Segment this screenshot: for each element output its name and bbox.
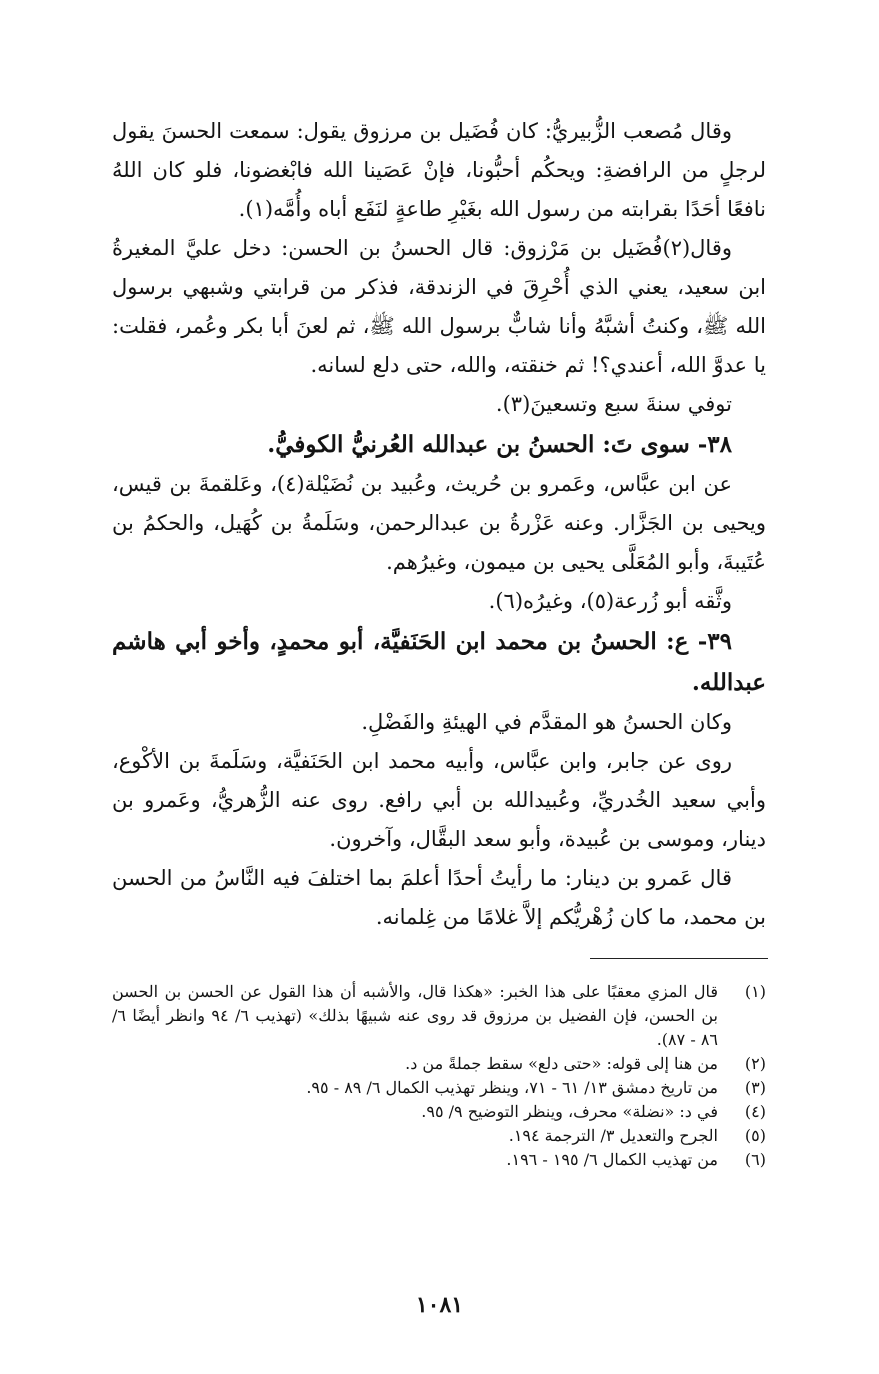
footnote-5 (112, 1124, 766, 1148)
entry-38-narrators: عن ابن عبَّاس، وعَمرو بن حُريث، وعُبيد بن نُضَيْلة(٤)، وعَلقمةَ بن قيس، ويحيى بن الجَزَّار. وعنه عَزْرةُ بن عبدالرحمن، وسَلَمةُ بن كُهَيل، والحكمُ بن عُتَيبةَ، وأبو المُعَلَّى يحيى بن ميمون، وغيرُهم. (112, 472, 766, 574)
footnote-text: الجرح والتعديل ٣/ الترجمة ١٩٤. (508, 1126, 718, 1145)
entry-39-narrators: روى عن جابر، وابن عبَّاس، وأبيه محمد ابن الحَنَفيَّة، وسَلَمةَ بن الأكْوع، وأبي سعيد الخُدريِّ، وعُبيدالله بن أبي رافع. روى عنه الزُّهريُّ، وعَمرو بن دينار، وموسى بن عُبيدة، وأبو سعد البقَّال، وآخرون. (112, 749, 766, 851)
entry-39-intro: وكان الحسنُ هو المقدَّم في الهيئةِ والفَضْلِ. (361, 710, 732, 734)
footnote-2 (112, 1052, 766, 1076)
footnote-number: (١) (744, 982, 766, 1001)
footnote-number: (٥) (744, 1126, 766, 1145)
entry-39-quote: قال عَمرو بن دينار: ما رأيتُ أحدًا أعلمَ بما اختلفَ فيه النَّاسُ من الحسن بن محمد، ما كان زُهْريُّكم إلاَّ غلامًا من غِلمانه. (112, 866, 766, 929)
footnote-4 (112, 1100, 766, 1124)
paragraph-death-year: توفي سنةَ سبع وتسعينَ(٣). (495, 392, 732, 416)
body-text (112, 112, 766, 937)
footnote-text: قال المزي معقبًا على هذا الخبر: «هكذا قال، والأشبه أن هذا القول عن الحسن بن الحسن بن الحسن، فإن الفضيل بن مرزوق قد روى عنه شبيهًا بذلك» (تهذيب ٦/ ٩٤ وانظر أيضًا ٦/ ٨٦ - ٨٧). (112, 982, 718, 1049)
page-number: ١٠٨١ (415, 1292, 464, 1318)
footnotes (112, 980, 766, 1172)
footnote-text: من هنا إلى قوله: «حتى دلع» سقط جملةً من د. (405, 1054, 718, 1073)
footnote-separator (590, 958, 768, 959)
entry-39-heading: ٣٩- ع: الحسنُ بن محمد ابن الحَنَفيَّة، أبو محمدٍ، وأخو أبي هاشم عبدالله. (112, 628, 766, 696)
footnote-number: (٣) (744, 1078, 766, 1097)
paragraph-fudayl: وقال(٢)فُضَيل بن مَرْزوق: قال الحسنُ بن الحسن: دخل عليَّ المغيرةُ ابن سعيد، يعني الذي أُحْرِقَ في الزندقة، فذكر من قرابتي وشبهي برسول الله ﷺ، وكنتُ أشبَّهُ وأنا شابٌّ برسول الله ﷺ، ثم لعنَ أبا بكر وعُمر، فقلت: يا عدوَّ الله، أعندي؟! ثم خنقته، والله، حتى دلع لسانه. (112, 236, 766, 377)
entry-38-heading: ٣٨- سوى تَ: الحسنُ بن عبدالله العُرنيُّ الكوفيُّ. (267, 431, 732, 458)
footnote-6 (112, 1148, 766, 1172)
paragraph-musab: وقال مُصعب الزُّبيريُّ: كان فُضَيل بن مرزوق يقول: سمعت الحسنَ يقول لرجلٍ من الرافضةِ: ويحكُم أحبُّونا، فإنْ عَصَينا الله فابْغضونا، فلو كان اللهُ نافعًا أحَدًا بقرابته من رسول الله بغَيْرِ طاعةٍ لنَفَع أباه وأُمَّه(١). (112, 119, 766, 221)
main-text (112, 112, 766, 937)
entry-38-reliability: وثَّقه أبو زُرعة(٥)، وغيرُه(٦). (488, 589, 732, 613)
footnote-number: (٦) (744, 1150, 766, 1169)
footnote-text: من تهذيب الكمال ٦/ ١٩٥ - ١٩٦. (506, 1150, 718, 1169)
footnote-text: من تاريخ دمشق ١٣/ ٦١ - ٧١، وينظر تهذيب الكمال ٦/ ٨٩ - ٩٥. (306, 1078, 718, 1097)
footnote-3 (112, 1076, 766, 1100)
footnote-number: (٢) (744, 1054, 766, 1073)
footnote-number: (٤) (744, 1102, 766, 1121)
footnote-text: في د: «نضلة» محرف، وينظر التوضيح ٩/ ٩٥. (421, 1102, 718, 1121)
footnote-1 (112, 980, 766, 1052)
